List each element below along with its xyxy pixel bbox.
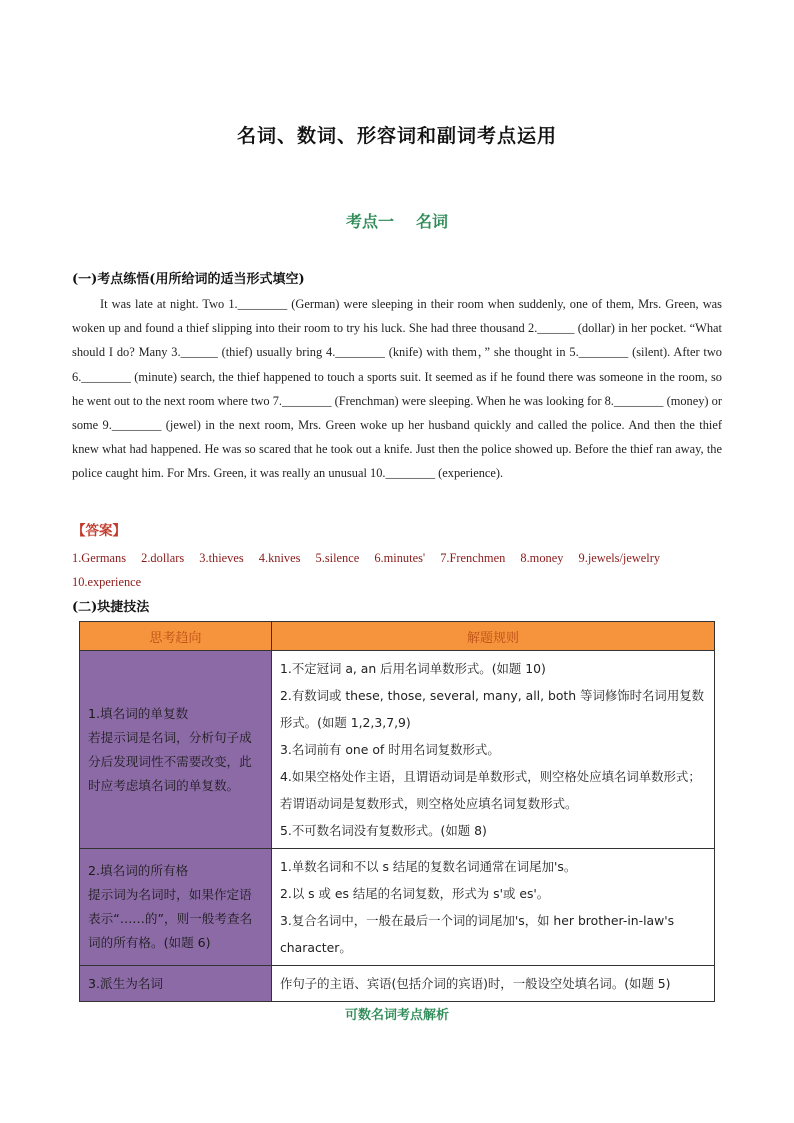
footer-heading: 可数名词考点解析 <box>344 1008 449 1023</box>
rules-cell <box>272 651 715 849</box>
section-heading <box>0 209 794 232</box>
table-header-row <box>80 622 715 651</box>
answer-item: 10.experience <box>72 575 142 589</box>
exercise-passage: It was late at night. Two 1.________ (German) were sleeping in their room when suddenly, one of them, Mrs. Green, was woken up and found a thief slipping into their room to try his luck. She had three thousand 2.______ (dollar) in her pocket. “What should I do? Many 3.______ (thief) usually bring 4.________ (knife) with them，” she thought in 5.________ (silent). After two 6.________ (minute) search, the thief happened to touch a sports suit. It seemed as if he found there was someone in the room, so he went out to the next room where two 7.________ (Frenchman) were sleeping. When he was looking for 8.________ (money) or some 9.________ (jewel) in the next room, Mrs. Green woke up her husband quickly and called the police. And then the thief knew what had happened. He was so scared that he took out a knife. Just then the police showed up. Before the thief ran away, the police caught him. For Mrs. Green, it was really an unusual 10.________ (experience). <box>72 297 722 481</box>
rule-item: 3.复合名词中，一般在最后一个词的词尾加's，如 her brother-in-law's character。 <box>280 913 675 955</box>
column-header-thinking: 思考趋向 <box>80 622 272 651</box>
tips-heading: (二)块捷技法 <box>72 600 150 615</box>
answer-item: 5.silence <box>315 551 360 565</box>
answer-heading: 【答案】 <box>72 523 126 539</box>
rules-cell <box>272 966 715 1002</box>
answer-item: 9.jewels/jewelry <box>578 551 661 565</box>
exercise-heading: (一)考点练悟(用所给词的适当形式填空) <box>72 272 305 287</box>
section-number: 考点一 <box>345 212 394 231</box>
rules-cell <box>272 849 715 966</box>
thinking-cell <box>80 849 272 966</box>
answer-item: 3.thieves <box>199 551 244 565</box>
answer-list <box>72 546 722 594</box>
table-row <box>80 966 715 1002</box>
thinking-text: 若提示词是名词，分析句子成分后发现词性不需要改变，此时应考虑填名词的单复数。 <box>88 729 252 793</box>
rules-table <box>79 621 715 1002</box>
thinking-cell <box>80 966 272 1002</box>
page-title: 名词、数词、形容词和副词考点运用 <box>236 125 557 147</box>
rule-item: 2.以 s 或 es 结尾的名词复数，形式为 s'或 es'。 <box>280 886 550 901</box>
rule-item: 2.有数词或 these, those, several, many, all, both 等词修饰时名词用复数形式。(如题 1,2,3,7,9) <box>280 688 704 730</box>
answer-item: 1.Germans <box>72 551 127 565</box>
rule-item: 4.如果空格处作主语，且谓语动词是单数形式，则空格处应填名词单数形式；若谓语动词是复数形式，则空格处应填名词复数形式。 <box>280 769 701 811</box>
rule-item: 1.不定冠词 a, an 后用名词单数形式。(如题 10) <box>280 661 546 676</box>
thinking-title: 1.填名词的单复数 <box>88 705 189 721</box>
thinking-title: 2.填名词的所有格 <box>88 863 189 878</box>
thinking-cell <box>80 651 272 849</box>
answer-item: 2.dollars <box>141 551 185 565</box>
rule-item: 5.不可数名词没有复数形式。(如题 8) <box>280 823 487 838</box>
column-header-rules: 解题规则 <box>272 622 715 651</box>
table-row <box>80 849 715 966</box>
section-topic: 名词 <box>416 212 449 231</box>
answer-item: 7.Frenchmen <box>440 551 506 565</box>
rule-item: 3.名词前有 one of 时用名词复数形式。 <box>280 742 500 757</box>
rule-item: 1.单数名词和不以 s 结尾的复数名词通常在词尾加's。 <box>280 859 577 874</box>
thinking-title: 3.派生为名词 <box>88 975 163 991</box>
answer-item: 8.money <box>520 551 564 565</box>
thinking-text: 提示词为名词时，如果作定语表示“……的”，则一般考查名词的所有格。(如题 6) <box>88 887 253 950</box>
rule-item: 作句子的主语、宾语(包括介词的宾语)时，一般设空处填名词。(如题 5) <box>280 976 671 991</box>
table-row <box>80 651 715 849</box>
answer-item: 4.knives <box>258 551 301 565</box>
answer-item: 6.minutes' <box>374 551 426 565</box>
